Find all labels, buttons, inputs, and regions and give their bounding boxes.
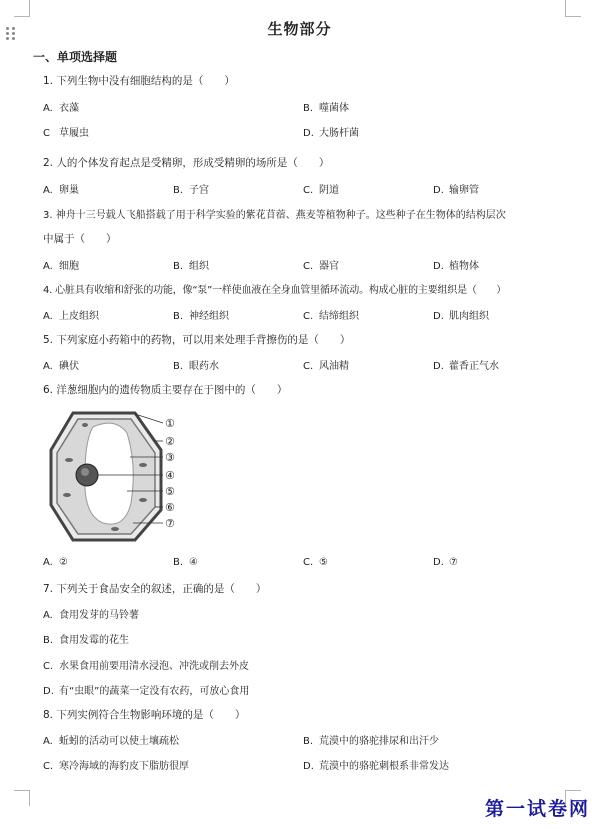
option-1b[interactable]: B. 噬菌体 bbox=[303, 103, 349, 114]
option-6d[interactable]: D. ⑦ bbox=[433, 557, 458, 568]
question-2: 2. 人的个体发育起点是受精卵，形成受精卵的场所是（ ） bbox=[43, 157, 330, 169]
option-5d[interactable]: D. 藿香正气水 bbox=[433, 361, 499, 372]
diagram-label-1: ① bbox=[165, 417, 175, 430]
watermark-logo: 第一试卷网 bbox=[484, 798, 590, 820]
option-3d[interactable]: D. 植物体 bbox=[433, 261, 479, 272]
option-6c[interactable]: C. ⑤ bbox=[303, 557, 328, 568]
option-5a[interactable]: A. 碘伏 bbox=[43, 361, 79, 372]
crop-mark bbox=[565, 0, 566, 16]
diagram-label-3: ③ bbox=[165, 451, 175, 464]
option-8a[interactable]: A. 蚯蚓的活动可以使土壤疏松 bbox=[43, 736, 179, 747]
option-4a[interactable]: A. 上皮组织 bbox=[43, 311, 99, 322]
option-3b[interactable]: B. 组织 bbox=[173, 261, 209, 272]
onion-cell-diagram bbox=[45, 405, 195, 545]
question-4: 4. 心脏具有收缩和舒张的功能，像“泵”一样使血液在全身血管里循环流动。构成心脏的主要组织是（ ） bbox=[43, 285, 507, 296]
diagram-label-6: ⑥ bbox=[165, 501, 175, 514]
question-7: 7. 下列关于食品安全的叙述，正确的是（ ） bbox=[43, 583, 267, 595]
option-8c[interactable]: C. 寒冷海域的海豹皮下脂肪很厚 bbox=[43, 761, 189, 772]
option-7c[interactable]: C. 水果食用前要用清水浸泡、冲洗或削去外皮 bbox=[43, 661, 249, 672]
option-3c[interactable]: C. 器官 bbox=[303, 261, 339, 272]
option-1d[interactable]: D. 大肠杆菌 bbox=[303, 128, 359, 139]
crop-mark bbox=[29, 790, 30, 806]
option-5c[interactable]: C. 风油精 bbox=[303, 361, 349, 372]
question-8: 8. 下列实例符合生物影响环境的是（ ） bbox=[43, 709, 246, 721]
option-1a[interactable]: A. 衣藻 bbox=[43, 103, 79, 114]
question-6: 6. 洋葱细胞内的遗传物质主要存在于图中的（ ） bbox=[43, 384, 288, 396]
option-4c[interactable]: C. 结缔组织 bbox=[303, 311, 359, 322]
option-1c[interactable]: C 草履虫 bbox=[43, 128, 89, 139]
option-2d[interactable]: D. 输卵管 bbox=[433, 185, 479, 196]
crop-mark bbox=[29, 0, 30, 16]
option-7a[interactable]: A. 食用发芽的马铃薯 bbox=[43, 610, 139, 621]
option-5b[interactable]: B. 眼药水 bbox=[173, 361, 219, 372]
crop-mark bbox=[565, 790, 581, 791]
option-4d[interactable]: D. 肌肉组织 bbox=[433, 311, 489, 322]
option-3a[interactable]: A. 细胞 bbox=[43, 261, 79, 272]
crop-mark bbox=[565, 16, 581, 17]
option-4b[interactable]: B. 神经组织 bbox=[173, 311, 229, 322]
crop-mark bbox=[14, 16, 30, 17]
option-2a[interactable]: A. 卵巢 bbox=[43, 185, 79, 196]
option-2c[interactable]: C. 阴道 bbox=[303, 185, 339, 196]
option-7d[interactable]: D. 有“虫眼”的蔬菜一定没有农药，可放心食用 bbox=[43, 686, 250, 697]
diagram-label-2: ② bbox=[165, 435, 175, 448]
option-6b[interactable]: B. ④ bbox=[173, 557, 198, 568]
diagram-label-7: ⑦ bbox=[165, 517, 175, 530]
diagram-label-4: ④ bbox=[165, 469, 175, 482]
question-1: 1. 下列生物中没有细胞结构的是（ ） bbox=[43, 75, 235, 87]
option-6a[interactable]: A. ② bbox=[43, 557, 68, 568]
page-title: 生物部分 bbox=[267, 20, 332, 38]
diagram-label-5: ⑤ bbox=[165, 485, 175, 498]
question-3: 3. 神舟十三号载人飞船搭载了用于科学实验的紫花苜蓿、燕麦等植物种子。这些种子在生物体的结构层次 bbox=[43, 210, 506, 221]
option-7b[interactable]: B. 食用发霉的花生 bbox=[43, 635, 129, 646]
crop-mark bbox=[14, 790, 30, 791]
option-8d[interactable]: D. 荒漠中的骆驼刺根系非常发达 bbox=[303, 761, 449, 772]
question-5: 5. 下列家庭小药箱中的药物，可以用来处理手背擦伤的是（ ） bbox=[43, 334, 351, 346]
section-heading: 一、单项选择题 bbox=[33, 50, 118, 64]
option-8b[interactable]: B. 荒漠中的骆驼排尿和出汗少 bbox=[303, 736, 439, 747]
option-2b[interactable]: B. 子宫 bbox=[173, 185, 209, 196]
question-3-continued: 中属于（ ） bbox=[43, 233, 117, 245]
